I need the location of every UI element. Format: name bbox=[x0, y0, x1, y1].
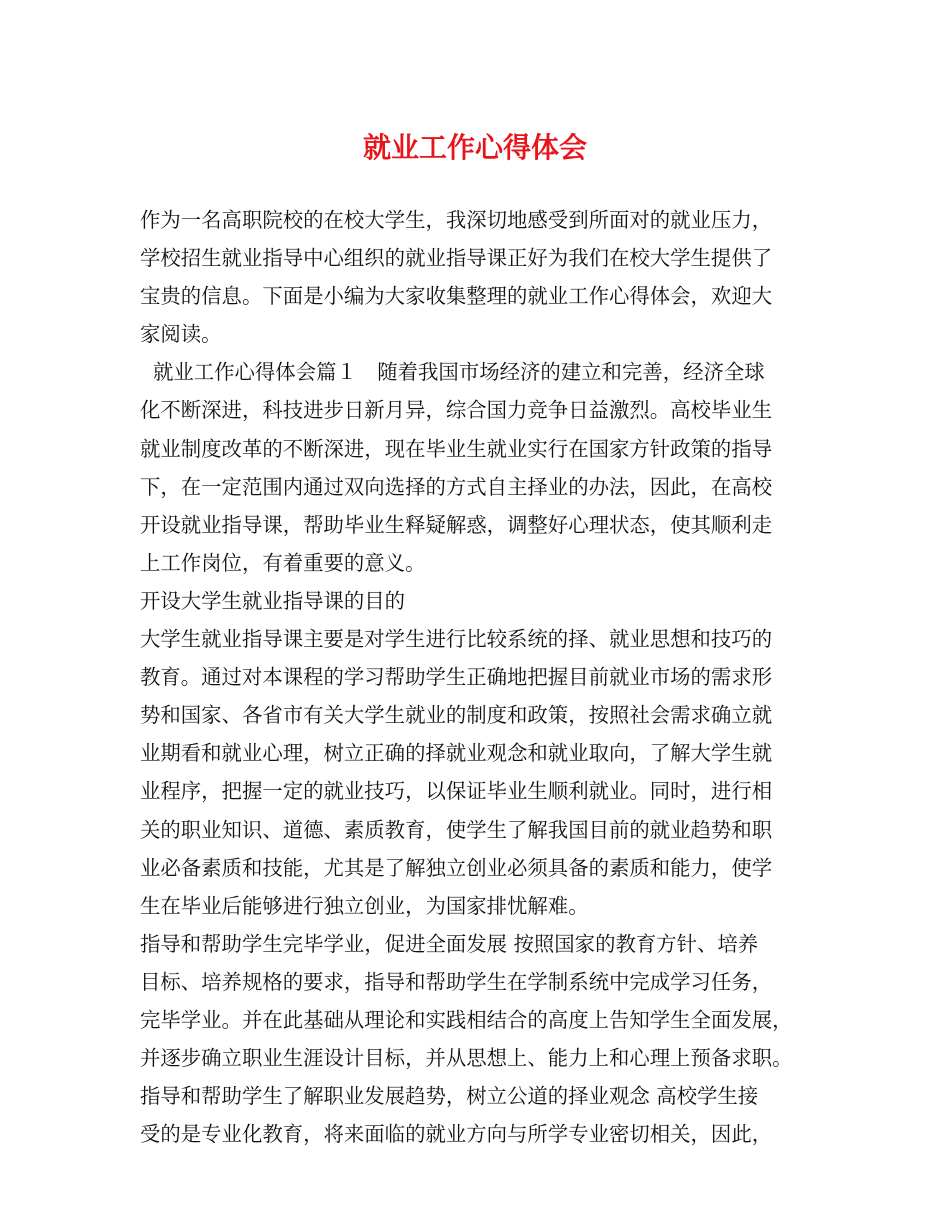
body-line: 受的是专业化教育，将来面临的就业方向与所学专业密切相关，因此， bbox=[140, 1122, 773, 1147]
body-line: 势和国家、各省市有关大学生就业的制度和政策，按照社会需求确立就 bbox=[140, 703, 773, 728]
document-title: 就业工作心得体会 bbox=[362, 131, 587, 164]
body-line: 就业工作心得体会篇１ 随着我国市场经济的建立和完善，经济全球 bbox=[140, 360, 765, 385]
document-body bbox=[140, 201, 830, 1153]
body-line: 业必备素质和技能，尤其是了解独立创业必须具备的素质和能力，使学 bbox=[140, 855, 773, 880]
body-line: 生在毕业后能够进行独立创业，为国家排忧解难。 bbox=[140, 893, 589, 918]
body-line: 大学生就业指导课主要是对学生进行比较系统的择、就业思想和技巧的 bbox=[140, 627, 773, 652]
body-line: 并逐步确立职业生涯设计目标，并从思想上、能力上和心理上预备求职。 bbox=[140, 1046, 793, 1071]
body-line: 学校招生就业指导中心组织的就业指导课正好为我们在校大学生提供了 bbox=[140, 246, 773, 271]
body-line: 开设就业指导课，帮助毕业生释疑解惑，调整好心理状态，使其顺利走 bbox=[140, 512, 773, 537]
body-line: 指导和帮助学生完毕学业，促进全面发展 按照国家的教育方针、培养 bbox=[140, 931, 759, 956]
body-line: 下，在一定范围内通过双向选择的方式自主择业的办法，因此，在高校 bbox=[140, 474, 773, 499]
body-line: 开设大学生就业指导课的目的 bbox=[140, 588, 406, 613]
body-line: 化不断深进，科技进步日新月异，综合国力竞争日益激烈。高校毕业生 bbox=[140, 398, 773, 423]
body-line: 作为一名高职院校的在校大学生，我深切地感受到所面对的就业压力， bbox=[140, 208, 773, 232]
body-line: 业程序，把握一定的就业技巧，以保证毕业生顺利就业。同时，进行相 bbox=[140, 779, 773, 804]
body-line: 目标、培养规格的要求，指导和帮助学生在学制系统中完成学习任务， bbox=[140, 969, 773, 994]
body-line: 指导和帮助学生了解职业发展趋势，树立公道的择业观念 高校学生接 bbox=[140, 1084, 759, 1109]
body-line: 关的职业知识、道德、素质教育，使学生了解我国目前的就业趋势和职 bbox=[140, 817, 773, 842]
body-line: 就业制度改革的不断深进，现在毕业生就业实行在国家方针政策的指导 bbox=[140, 436, 773, 461]
body-line: 完毕学业。并在此基础从理论和实践相结合的高度上告知学生全面发展， bbox=[140, 1007, 793, 1032]
body-line: 业期看和就业心理，树立正确的择就业观念和就业取向，了解大学生就 bbox=[140, 741, 773, 766]
body-line: 宝贵的信息。下面是小编为大家收集整理的就业工作心得体会，欢迎大 bbox=[140, 284, 773, 309]
body-line: 上工作岗位，有着重要的意义。 bbox=[140, 550, 426, 575]
body-line: 家阅读。 bbox=[140, 322, 222, 347]
body-line: 教育。通过对本课程的学习帮助学生正确地把握目前就业市场的需求形 bbox=[140, 665, 773, 690]
